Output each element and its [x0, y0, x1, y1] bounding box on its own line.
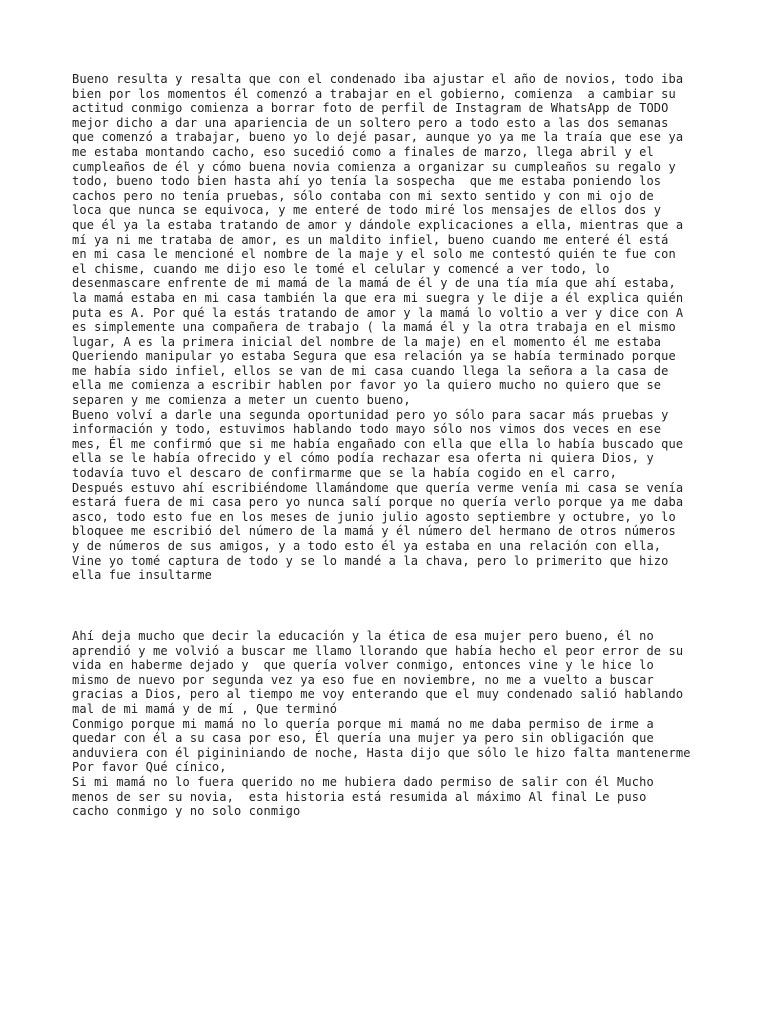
body-text-block-2: Ahí deja mucho que decir la educación y la ética de esa mujer pero bueno, él no aprendió y me volvió a buscar me llamo llorando que había hecho el peor error de su vida en haberme dejado y que quería volver conmigo, entonces vine y le hice lo mismo de nuevo por segunda vez ya eso fue en noviembre, no me a vuelto a buscar gracias a Dios, pero al tiempo me voy enterando que el muy condenado salió hablando mal de mi mamá y de mí , Que terminó Conmigo porque mi mamá no lo quería porque mi mamá no me daba permiso de irme a quedar con él a su casa por eso, Él quería una mujer ya pero sin obligación que anduviera con él pigininiando de noche, Hasta dijo que sólo le hizo falta mantenerme Por favor Qué cínico, Si mi mamá no lo fuera querido no me hubiera dado permiso de salir con él Mucho menos de ser su novia, esta historia está resumida al máximo Al final Le puso cacho conmigo y no solo conmigo	[72, 629, 691, 819]
body-text-block-1: Bueno resulta y resalta que con el condenado iba ajustar el año de novios, todo iba bien por los momentos él comenzó a trabajar en el gobierno, comienza a cambiar su actitud conmigo comienza a borrar foto de perfil de Instagram de WhatsApp de TODO mejor dicho a dar una apariencia de un soltero pero a todo esto a las dos semanas que comenzó a trabajar, bueno yo lo dejé pasar, aunque yo ya me la traía que ese ya me estaba montando cacho, eso sucedió como a finales de marzo, llega abril y el cumpleaños de él y cómo buena novia comienza a organizar su cumpleaños su regalo y todo, bueno todo bien hasta ahí yo tenía la sospecha que me estaba poniendo los cachos pero no tenía pruebas, sólo contaba con mi sexto sentido y con mi ojo de loca que nunca se equivoca, y me enteré de todo miré los mensajes de ellos dos y que él ya la estaba tratando de amor y dándole explicaciones a ella, mientras que a mí ya ni me trataba de amor, es un maldito infiel, bueno cuando me enteré él está en mi casa le mencioné el nombre de la maje y el solo me contestó quién te fue con el chisme, cuando me dijo eso le tomé el celular y comencé a ver todo, lo desenmascare enfrente de mi mamá de la mamá de él y de una tía mía que ahí estaba, la mamá estaba en mi casa también la que era mi suegra y le dije a él explica quién puta es A. Por qué la estás tratando de amor y la mamá lo voltio a ver y dice con A es simplemente una compañera de trabajo ( la mamá él y la otra trabaja en el mismo lugar, A es la primera inicial del nombre de la maje) en el momento él me estaba Queriendo manipular yo estaba Segura que esa relación ya se había terminado porque me había sido infiel, ellos se van de mi casa cuando llega la señora a la casa de ella me comienza a escribir hablen por favor yo la quiero mucho no quiero que se separen y me comienza a meter un cuento bueno, Bueno volví a darle una segunda oportunidad pero yo sólo para sacar más pruebas y información y todo, estuvimos hablando todo mayo sólo nos vimos dos veces en ese mes, Él me confirmó que si me había engañado con ella que ella lo había buscado que ella se le había ofrecido y el cómo podía rechazar esa oferta ni quiera Dios, y todavía tuvo el descaro de confirmarme que se la había cogido en el carro, Después estuvo ahí escribiéndome llamándome que quería verme venía mi casa se venía estará fuera de mi casa pero yo nunca salí porque no quería verlo porque ya me daba asco, todo esto fue en los meses de junio julio agosto septiembre y octubre, yo lo bloquee me escribió del número de la mamá y él número del hermano de otros números y de números de sus amigos, y a todo esto él ya estaba en una relación con ella, Vine yo tomé captura de todo y se lo mandé a la chava, pero lo primerito que hizo ella fue insultarme	[72, 72, 684, 583]
